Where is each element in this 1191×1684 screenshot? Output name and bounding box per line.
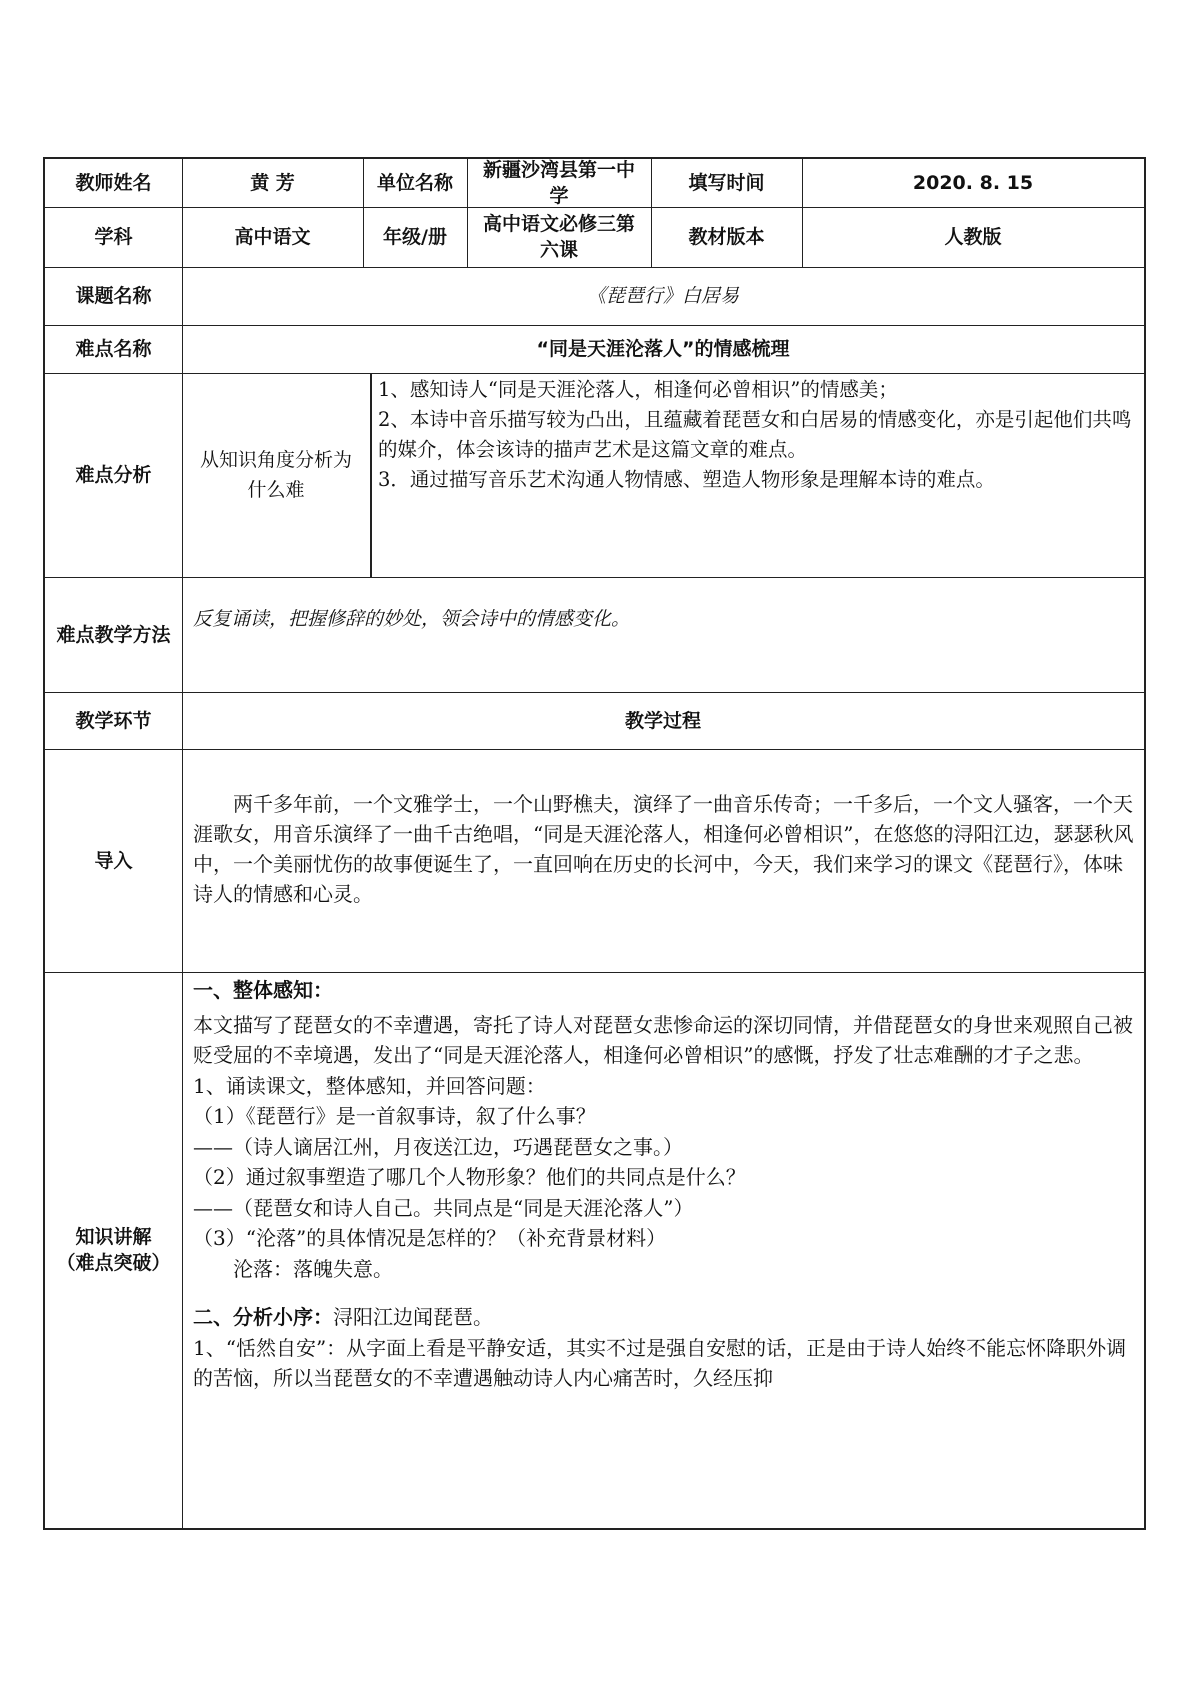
section2-title: 二、分析小序：	[193, 1305, 333, 1329]
teacher-value: 黄 芳	[250, 172, 295, 194]
intro-text: 两千多年前，一个文雅学士，一个山野樵夫，演绎了一曲音乐传奇；一千多后，一个文人骚客，一个天涯歌女，用音乐演绎了一曲千古绝唱，“同是天涯沦落人，相逢何必曾相识”，在悠悠的浔阳江边，瑟瑟秋风中，一个美丽忧伤的故事便诞生了，一直回响在历史的长河中，今天，我们来学习的课文《琵琶行》，体味诗人的情感和心灵。	[193, 792, 1134, 906]
lesson-plan-table	[43, 157, 1146, 1530]
teacher-label: 教师姓名	[75, 172, 152, 194]
edition-value: 人教版	[944, 226, 1002, 248]
spacer	[193, 1284, 1137, 1302]
method-label: 难点教学方法	[56, 623, 171, 646]
date-label: 填写时间	[688, 172, 765, 194]
analysis-item: 1、感知诗人“同是天涯沦落人，相逢何必曾相识”的情感美；	[378, 378, 898, 401]
section2-sub: 浔阳江边闻琵琶。	[333, 1305, 493, 1329]
grade-value: 高中语文必修三第六课	[482, 213, 635, 261]
date-value: 2020. 8. 15	[912, 172, 1034, 194]
row-divider	[45, 577, 1144, 578]
section2	[193, 1302, 1137, 1333]
edition-label: 教材版本	[688, 226, 765, 248]
task1: 1、诵读课文，整体感知，并回答问题：	[193, 1073, 546, 1098]
analysis-sub-label: 从知识角度分析为什么难	[200, 449, 353, 501]
analysis-items	[378, 375, 1138, 495]
question-2: （2）通过叙事塑造了哪几个人物形象？他们的共同点是什么？	[193, 1165, 746, 1189]
question-3: （3）“沦落”的具体情况是怎样的？（补充背景材料）	[193, 1226, 667, 1250]
difficulty-value: “同是天涯沦落人”的情感梳理	[536, 338, 790, 360]
row-divider	[45, 749, 1144, 750]
answer-3: 沦落：落魄失意。	[233, 1256, 393, 1281]
answer-2: ——（琵琶女和诗人自己。共同点是“同是天涯沦落人”）	[193, 1195, 694, 1220]
lecture-label	[45, 972, 182, 1528]
grade-label: 年级/册	[383, 226, 447, 248]
point-1: 1、“恬然自安”：从字面上看是平静安适，其实不过是强自安慰的话，正是由于诗人始终不能忘怀降职外调的苦恼，所以当琵琶女的不幸遭遇触动诗人内心痛苦时，久经压抑	[193, 1335, 1127, 1390]
process-value: 教学过程	[624, 709, 701, 732]
column-divider	[370, 373, 372, 577]
row-divider	[45, 972, 1144, 973]
section1-title: 一、整体感知：	[193, 978, 333, 1002]
process-label: 教学环节	[75, 709, 152, 732]
topic-value: 《琵琶行》白居易	[586, 285, 739, 307]
lecture-label-line2: （难点突破）	[56, 1252, 171, 1274]
question-1: （1）《琵琶行》是一首叙事诗，叙了什么事？	[193, 1104, 596, 1128]
unit-label: 单位名称	[376, 172, 453, 194]
lecture-label-line1: 知识讲解	[75, 1226, 152, 1248]
analysis-label: 难点分析	[75, 464, 152, 486]
topic-label: 课题名称	[75, 285, 152, 307]
unit-value: 新疆沙湾县第一中学	[482, 159, 635, 207]
subject-value: 高中语文	[234, 226, 311, 248]
method-value: 反复诵读，把握修辞的妙处，领会诗中的情感变化。	[193, 608, 631, 630]
subject-label: 学科	[94, 226, 133, 248]
section1-text: 本文描写了琵琶女的不幸遭遇，寄托了诗人对琵琶女悲惨命运的深切同情，并借琵琶女的身世来观照自己被贬受屈的不幸境遇，发出了“同是天涯沦落人，相逢何必曾相识”的感慨，抒发了壮志难酬的才子之悲。	[193, 1012, 1133, 1067]
lecture-content	[193, 975, 1137, 1394]
analysis-item: 3．通过描写音乐艺术沟通人物情感、塑造人物形象是理解本诗的难点。	[378, 468, 995, 491]
difficulty-label: 难点名称	[75, 338, 152, 360]
analysis-item: 2、本诗中音乐描写较为凸出，且蕴藏着琵琶女和白居易的情感变化，亦是引起他们共鸣的媒介，体会该诗的描声艺术是这篇文章的难点。	[378, 408, 1132, 461]
intro-label: 导入	[94, 849, 133, 872]
answer-1: ——（诗人谪居江州，月夜送江边，巧遇琵琶女之事。）	[193, 1134, 683, 1159]
